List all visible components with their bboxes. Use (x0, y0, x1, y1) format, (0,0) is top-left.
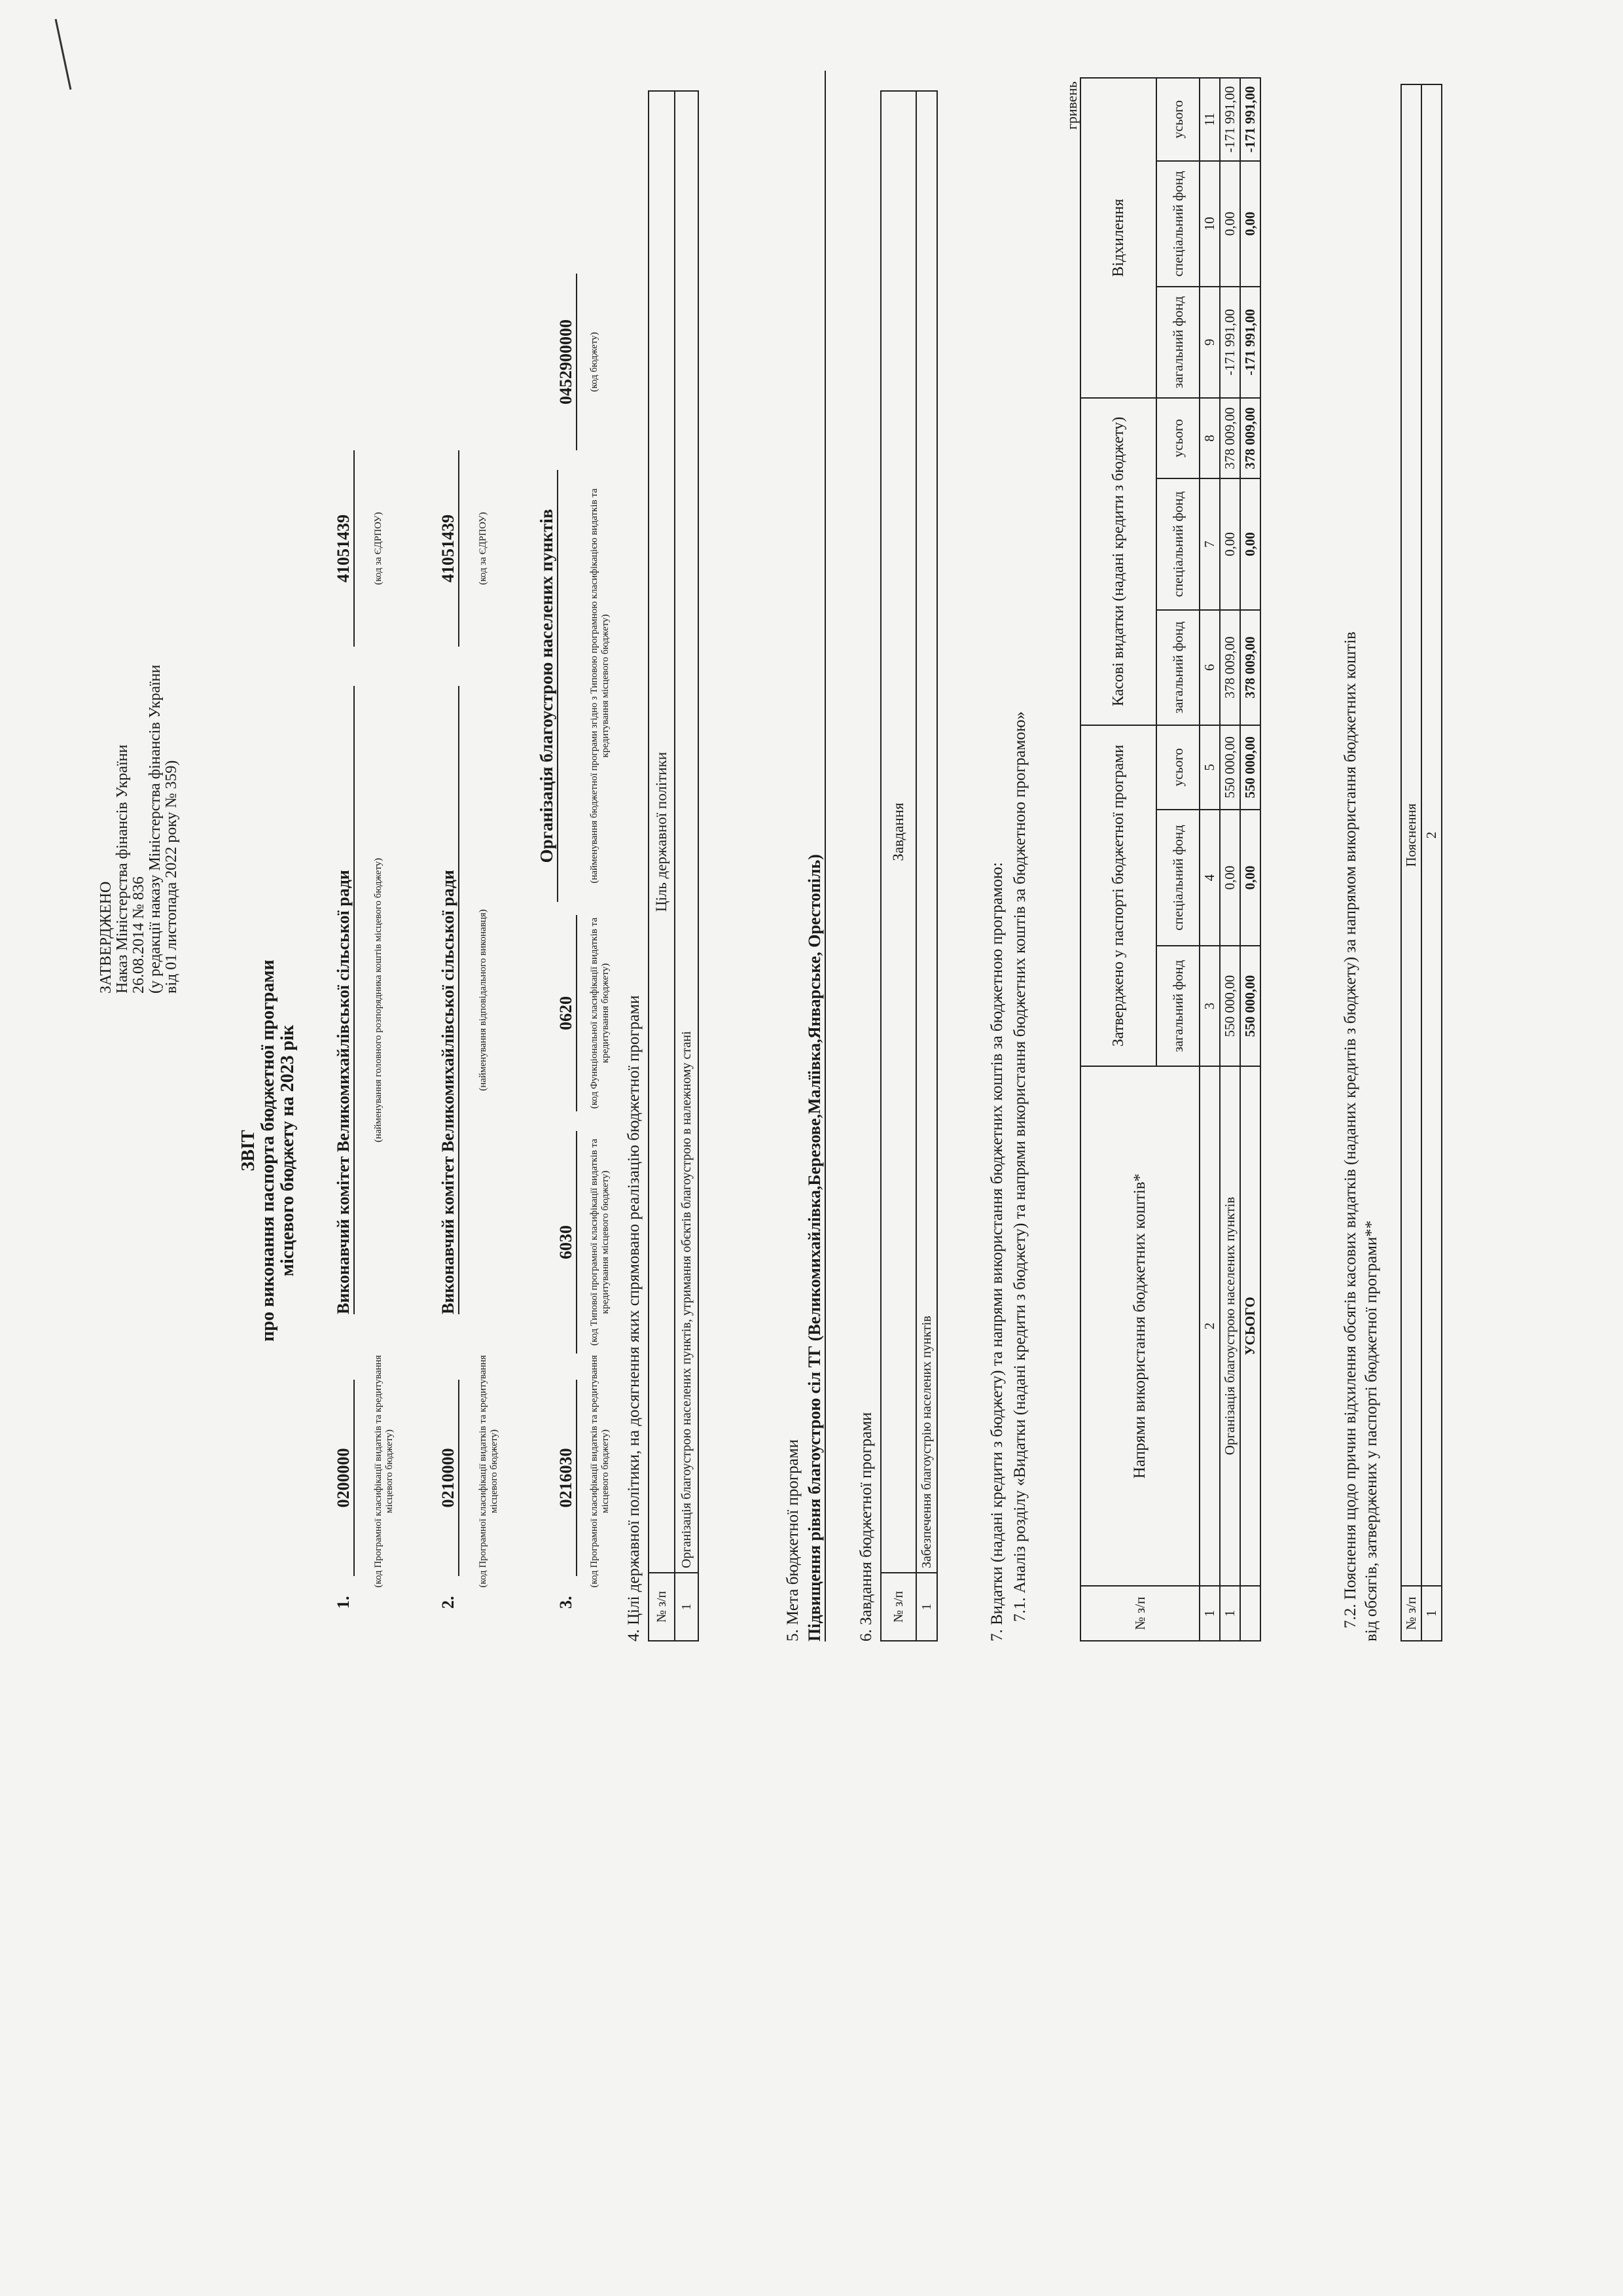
row3-fkvk: 0620 (556, 915, 577, 1111)
section7-table (1080, 77, 1261, 1641)
s7-colnum: 3 (1200, 946, 1220, 1066)
title-line-2: про виконання паспорта бюджетної програми (258, 960, 278, 1342)
section4-header-row (649, 91, 675, 1641)
row2-code-caption: (код Програмної класифікації видатків та кредитування місцевого бюджету) (478, 1355, 499, 1588)
row2-num: 2. (438, 1596, 457, 1609)
s7-colnum: 7 (1200, 478, 1220, 609)
section5-text: Підвищення рівня благоустрою сіл ТГ (Великомихайлівка,Березове,Малїівка,Январське, Орестопіль) (805, 71, 826, 1641)
s7-total-num (1240, 1586, 1260, 1641)
s72-row-col2: 2 (1421, 84, 1442, 1586)
section4-col-num: № з/п (649, 1573, 675, 1641)
s7-approved-general: загальний фонд (1156, 946, 1200, 1066)
s7-total-val: 550 000,00 (1240, 946, 1260, 1066)
s7-row1-num: 1 (1220, 1586, 1240, 1641)
s7-total-val: 0,00 (1240, 161, 1260, 287)
row2-name-caption: (найменування відповідального виконавця) (478, 909, 488, 1091)
pen-stroke-mark (55, 19, 72, 90)
s7-col-cash: Касові видатки (надані кредити з бюджету) (1080, 398, 1156, 725)
row1-num: 1. (334, 1596, 353, 1609)
section6-heading: 6. Завдання бюджетної програми (857, 1412, 875, 1641)
table-row (1220, 78, 1240, 1641)
s7-header-row-1 (1080, 78, 1156, 1641)
row3-tpkvk: 6030 (556, 1131, 577, 1354)
s72-header-row (1401, 84, 1421, 1641)
title-line-3: місцевого бюджету на 2023 рік (277, 1024, 298, 1277)
row2-name: Виконавчий комітет Великомихайлівської сільської ради (438, 686, 459, 1314)
table-row (1421, 84, 1442, 1641)
section4-row-num: 1 (675, 1573, 698, 1641)
s7-colnum-row (1200, 78, 1220, 1641)
s7-dev-total: усього (1156, 78, 1200, 161)
section72-table (1400, 84, 1442, 1641)
table-row (675, 91, 698, 1641)
section4-heading: 4. Цілі державної політики, на досягнення яких спрямовано реалізацію бюджетної програми (625, 995, 643, 1641)
s7-row1-val: 378 009,00 (1220, 398, 1240, 479)
s7-colnum: 1 (1200, 1586, 1220, 1641)
section72-line2: від обсягів, затверджених у паспорті бюджетної програми** (1363, 1220, 1380, 1641)
row1-name: Виконавчий комітет Великомихайлівської сільської ради (334, 686, 355, 1314)
section6-row-num: 1 (916, 1573, 937, 1641)
section5-heading: 5. Мета бюджетної програми (784, 1439, 802, 1641)
approval-line-5: від 01 листопада 2022 року № 359) (163, 760, 180, 994)
section6-table (880, 90, 938, 1641)
s72-col-num: № з/п (1401, 1586, 1421, 1641)
s7-colnum: 10 (1200, 161, 1220, 287)
section6-row-text: Забезпечення благоустрію населених пунктів (916, 91, 937, 1573)
s7-cash-general: загальний фонд (1156, 610, 1200, 725)
section6-header-row (881, 91, 916, 1641)
s72-col-expl: Пояснення (1401, 84, 1421, 1586)
s7-colnum: 11 (1200, 78, 1220, 161)
s7-approved-special: спеціальний фонд (1156, 810, 1200, 946)
s7-total-val: -171 991,00 (1240, 287, 1260, 398)
s7-total-val: 378 009,00 (1240, 610, 1260, 725)
s7-col-num: № з/п (1080, 1586, 1200, 1641)
row3-name-caption: (найменування бюджетної програми згідно з Типовою програмною класифікацією видатків та кредитування місцевого бюджету) (589, 488, 611, 884)
approval-block (98, 535, 180, 994)
table-row (916, 91, 937, 1641)
s7-row1-val: 550 000,00 (1220, 946, 1240, 1066)
row1-code: 0200000 (334, 1380, 355, 1576)
s7-col-approved: Затверджено у паспорті бюджетної програми (1080, 725, 1156, 1066)
s7-cash-special: спеціальний фонд (1156, 478, 1200, 609)
s7-total-val: -171 991,00 (1240, 78, 1260, 161)
section4-col-goal: Ціль державної політики (649, 91, 675, 1573)
row3-budget-caption: (код бюджету) (589, 332, 599, 392)
s7-colnum: 8 (1200, 398, 1220, 479)
s7-col-direction: Напрями використання бюджетних коштів* (1080, 1066, 1200, 1586)
s7-total-name: УСЬОГО (1240, 1066, 1260, 1586)
section72-line1: 7.2. Пояснення щодо причин відхилення обсягів касових видатків (наданих кредитів з бюджету) за напрямом використання бюджетних коштів (1342, 632, 1359, 1628)
s7-total-val: 0,00 (1240, 478, 1260, 609)
s7-approved-total: усього (1156, 725, 1200, 810)
approval-line-3: 26.08.2014 № 836 (130, 876, 147, 994)
s7-colnum: 4 (1200, 810, 1220, 946)
row1-code-caption: (код Програмної класифікації видатків та кредитування місцевого бюджету) (373, 1355, 395, 1588)
s72-row-num: 1 (1421, 1586, 1442, 1641)
section6-col-num: № з/п (881, 1573, 916, 1641)
section6-col-task: Завдання (881, 91, 916, 1573)
s7-row1-val: 0,00 (1220, 161, 1240, 287)
s7-colnum: 6 (1200, 610, 1220, 725)
row2-edrpou: 41051439 (438, 450, 459, 647)
section7-heading: 7. Видатки (надані кредити з бюджету) та напрями використання бюджетних коштів за бюджетною програмою: (988, 862, 1006, 1641)
section71-heading: 7.1. Аналіз розділу «Видатки (надані кредити з бюджету) та напрями використання бюджетних коштів за бюджетною програмою» (1011, 711, 1029, 1622)
section4-table (648, 90, 699, 1641)
row3-tpkvk-caption: (код Типової програмної класифікації видатків та кредитування місцевого бюджету) (589, 1138, 611, 1346)
approval-line-4: (у редакції наказу Міністерства фінансів України (147, 664, 164, 994)
approval-line-1: ЗАТВЕРДЖЕНО (98, 881, 115, 994)
row3-code-caption: (код Програмної класифікації видатків та кредитування місцевого бюджету) (589, 1355, 611, 1588)
section4-row-text: Організація благоустрою населених пунктів, утримання обєктів благоустрою в належному стані (675, 91, 698, 1573)
row1-name-caption: (найменування головного розпорядника коштів місцевого бюджету) (373, 857, 383, 1143)
row3-budget: 0452900000 (556, 274, 577, 450)
approval-line-2: Наказ Міністерства фінансів України (114, 744, 131, 994)
s7-row1-val: 378 009,00 (1220, 610, 1240, 725)
s7-total-val: 550 000,00 (1240, 725, 1260, 810)
s7-row1-val: 0,00 (1220, 810, 1240, 946)
s7-col-deviation: Відхилення (1080, 78, 1156, 398)
row3-code: 0216030 (556, 1380, 577, 1576)
s7-row1-val: -171 991,00 (1220, 78, 1240, 161)
s7-row1-val: 0,00 (1220, 478, 1240, 609)
s7-total-val: 0,00 (1240, 810, 1260, 946)
s7-colnum: 9 (1200, 287, 1220, 398)
row3-fkvk-caption: (код Функціональної класифікації видатків та кредитування бюджету) (589, 918, 611, 1109)
row2-code: 0210000 (438, 1380, 459, 1576)
units-label: гривень (1063, 81, 1080, 130)
s7-row1-name: Організація благоустрою населених пунктів (1220, 1066, 1240, 1586)
s7-total-val: 378 009,00 (1240, 398, 1260, 479)
row3-name: Організація благоустрою населених пунктів (537, 470, 558, 902)
title-line-1: ЗВІТ (238, 1130, 259, 1172)
s7-colnum: 5 (1200, 725, 1220, 810)
s7-row1-val: 550 000,00 (1220, 725, 1240, 810)
report-title (239, 856, 298, 1445)
s7-cash-total: усього (1156, 398, 1200, 479)
row1-edrpou: 41051439 (334, 450, 355, 647)
row1-edrpou-caption: (код за ЄДРПОУ) (373, 512, 383, 585)
s7-dev-special: спеціальний фонд (1156, 161, 1200, 287)
s7-colnum: 2 (1200, 1066, 1220, 1586)
s7-dev-general: загальний фонд (1156, 287, 1200, 398)
row3-num: 3. (556, 1596, 575, 1609)
table-row (1240, 78, 1260, 1641)
row2-edrpou-caption: (код за ЄДРПОУ) (478, 512, 488, 585)
s7-row1-val: -171 991,00 (1220, 287, 1240, 398)
